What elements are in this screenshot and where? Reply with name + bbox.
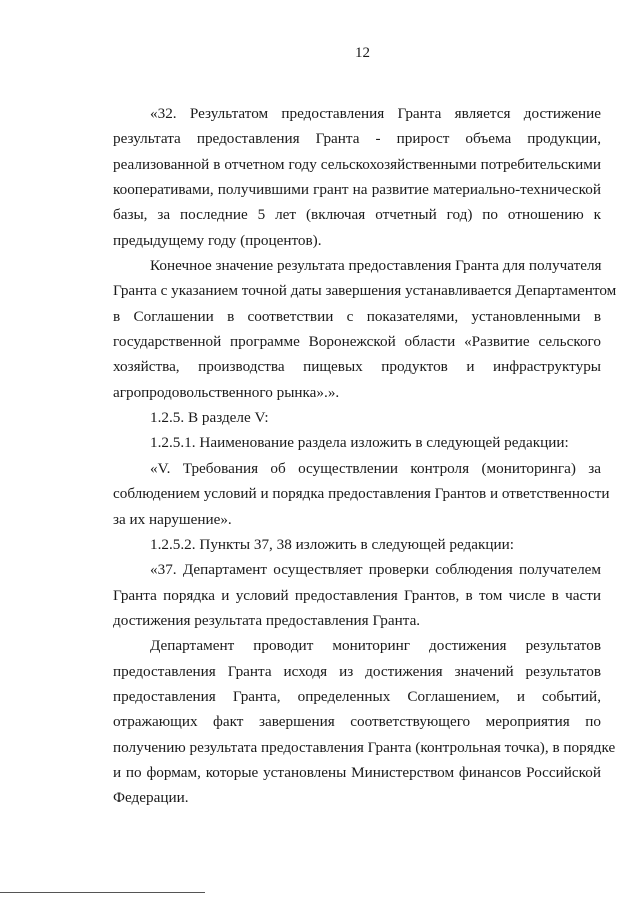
paragraph	[113, 253, 617, 405]
text-line: базы, за последние 5 лет (включая отчетный год) по отношению к	[113, 206, 601, 224]
page-number: 12	[355, 45, 370, 61]
text-line: в Соглашении в соответствии с показателями, установленными в	[113, 307, 601, 325]
text-line: отражающих факт завершения соответствующего мероприятия по	[113, 713, 601, 731]
text-line: «V. Требования об осуществлении контроля (мониторинга) за	[150, 459, 601, 477]
text-line: предоставления Гранта исходя из достижения значений результатов	[113, 662, 601, 680]
text-line: получению результата предоставления Гранта (контрольная точка), в порядке	[113, 738, 616, 756]
paragraph	[113, 557, 601, 633]
text-line: предыдущему году (процентов).	[113, 231, 322, 249]
text-line: «37. Департамент осуществляет проверки соблюдения получателем	[150, 561, 601, 579]
paragraph	[113, 430, 601, 455]
text-line: Департамент проводит мониторинг достижения результатов	[150, 637, 601, 655]
text-line: Гранта порядка и условий предоставления Грантов, в том числе в части	[113, 586, 601, 604]
text-line: за их нарушение».	[113, 510, 232, 528]
text-line: государственной программе Воронежской области «Развитие сельского	[113, 333, 601, 351]
paragraph	[113, 456, 610, 532]
text-line: 1.2.5. В разделе V:	[150, 409, 269, 427]
text-line: кооперативами, получившими грант на развитие материально-технической	[113, 181, 601, 199]
paragraph	[113, 405, 601, 430]
text-line: предоставления Гранта, определенных Соглашением, и событий,	[113, 687, 601, 705]
text-line: Гранта с указанием точной даты завершения устанавливается Департаментом	[113, 282, 617, 300]
text-line: и по формам, которые установлены Министерством финансов Российской	[113, 763, 601, 781]
text-line: 1.2.5.1. Наименование раздела изложить в следующей редакции:	[150, 434, 569, 452]
text-line: соблюдением условий и порядка предоставления Грантов и ответственности	[113, 485, 610, 503]
document-body	[113, 101, 617, 811]
paragraph	[113, 101, 601, 253]
text-line: «32. Результатом предоставления Гранта является достижение	[150, 105, 601, 122]
text-line: агропродовольственного рынка».».	[113, 383, 340, 401]
text-line: 1.2.5.2. Пункты 37, 38 изложить в следующей редакции:	[150, 535, 514, 553]
paragraph	[113, 633, 616, 810]
text-line: результата предоставления Гранта - прирост объема продукции,	[113, 130, 601, 148]
text-line: Федерации.	[113, 789, 189, 807]
paragraph	[113, 532, 601, 557]
text-line: реализованной в отчетном году сельскохозяйственными потребительскими	[113, 155, 601, 173]
footer-rule	[0, 892, 205, 893]
text-line: хозяйства, производства пищевых продуктов и инфраструктуры	[113, 358, 601, 376]
text-line: достижения результата предоставления Гранта.	[113, 611, 421, 629]
text-line: Конечное значение результата предоставления Гранта для получателя	[150, 257, 602, 275]
